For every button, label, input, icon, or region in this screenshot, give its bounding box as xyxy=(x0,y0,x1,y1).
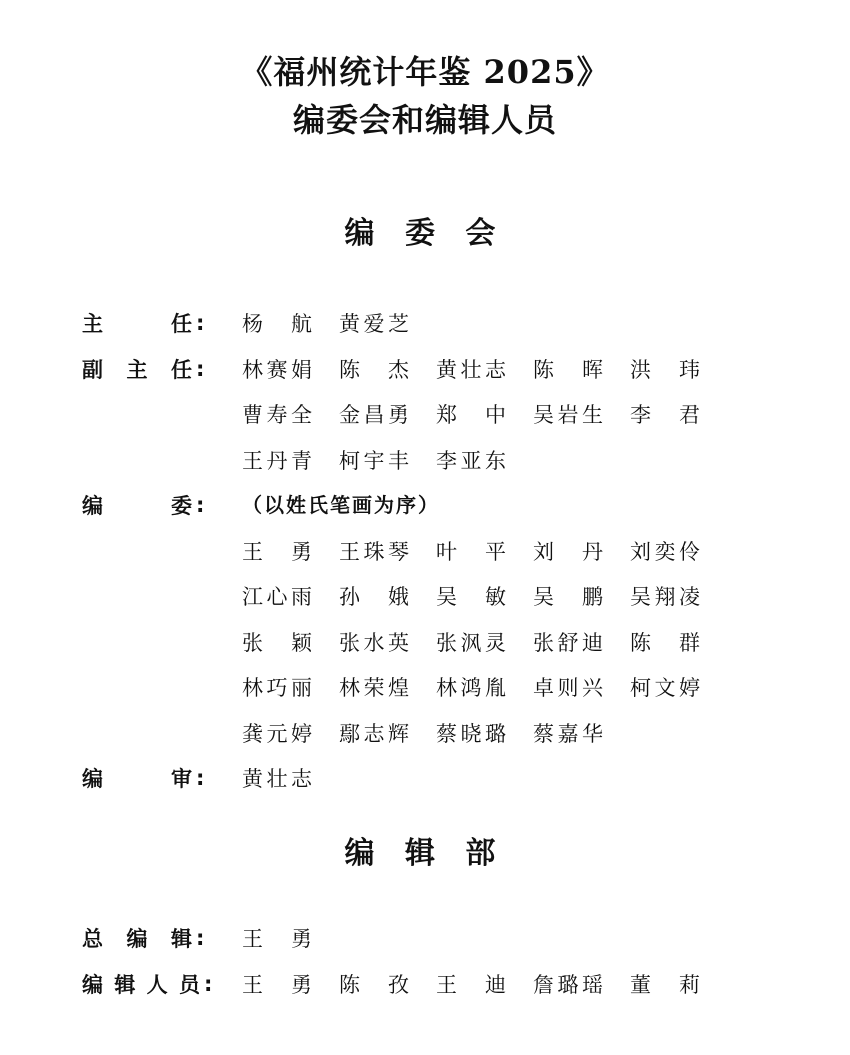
person-name: 刘 奕 伶 xyxy=(630,539,700,564)
role-label: 主 任 xyxy=(82,312,192,336)
person-name: 卓 则 兴 xyxy=(533,676,603,700)
role-label: 编 审 xyxy=(82,767,192,791)
person-name: 张 沨 灵 xyxy=(436,630,506,655)
person-name: 吴 岩 生 xyxy=(533,403,603,427)
person-name: 张 舒 迪 xyxy=(533,630,603,655)
role-colon: : xyxy=(196,311,205,335)
person-name: 黄 壮 志 xyxy=(436,357,506,382)
person-name: 黄 壮 志 xyxy=(242,767,312,791)
person-name: 柯 文 婷 xyxy=(630,676,700,700)
person-name: 洪 玮 xyxy=(630,357,700,382)
person-name: 吴 鹏 xyxy=(533,585,603,609)
person-name: 陈 群 xyxy=(630,630,700,655)
role-row xyxy=(0,490,850,520)
person-name: 张 水 英 xyxy=(339,630,409,655)
person-name: 王 丹 青 xyxy=(242,448,312,473)
role-colon: : xyxy=(196,766,205,790)
person-name: 张 颖 xyxy=(242,630,312,655)
person-name: 王 勇 xyxy=(242,927,312,951)
person-name: 鄢 志 辉 xyxy=(339,721,409,746)
person-name: 王 勇 xyxy=(242,972,312,997)
person-name: 李 亚 东 xyxy=(436,448,506,473)
person-name: 龚 元 婷 xyxy=(242,721,312,746)
person-name: 江 心 雨 xyxy=(242,585,312,609)
person-name: 林 赛 娟 xyxy=(242,357,312,382)
section-heading-editorial-committee: 编 委 会 xyxy=(344,216,506,251)
person-name: 蔡 晓 璐 xyxy=(436,721,506,746)
document-subtitle: 编委会和编辑人员 xyxy=(292,101,557,139)
role-row xyxy=(0,763,850,793)
person-name: 王 勇 xyxy=(242,539,312,564)
role-label: 总 编 辑 xyxy=(82,927,192,951)
role-row xyxy=(0,354,850,384)
person-name: 曹 寿 全 xyxy=(242,403,312,427)
person-name: 柯 宇 丰 xyxy=(339,448,409,473)
person-name: 陈 孜 xyxy=(339,972,409,997)
role-label: 编 委 xyxy=(82,494,192,518)
role-colon: : xyxy=(196,356,205,381)
person-name: 孙 娥 xyxy=(339,585,409,609)
role-row xyxy=(0,969,850,999)
sort-note: （以姓氏笔画为序） xyxy=(242,493,440,517)
person-name: 王 珠 琴 xyxy=(339,539,409,564)
person-name: 吴 敏 xyxy=(436,585,506,609)
role-colon: : xyxy=(196,493,205,517)
role-row xyxy=(0,308,850,338)
person-name: 杨 航 xyxy=(242,312,312,336)
person-name: 陈 杰 xyxy=(339,357,409,382)
person-name: 郑 中 xyxy=(436,403,506,427)
person-name: 林 荣 煌 xyxy=(339,676,409,700)
person-name: 叶 平 xyxy=(436,539,506,564)
person-name: 林 鸿 胤 xyxy=(436,676,506,700)
person-name: 董 莉 xyxy=(630,972,700,997)
section-heading-editorial-department: 编 辑 部 xyxy=(344,836,506,871)
person-name: 陈 晖 xyxy=(533,357,603,382)
person-name: 林 巧 丽 xyxy=(242,676,312,700)
role-colon: : xyxy=(204,971,213,996)
person-name: 黄 爱 芝 xyxy=(339,312,409,336)
document-title: 《福州统计年鉴 2025》 xyxy=(240,53,610,91)
person-name: 吴 翔 凌 xyxy=(630,585,700,609)
person-name: 李 君 xyxy=(630,403,700,427)
role-label: 编 辑 人 员 xyxy=(82,972,200,997)
person-name: 刘 丹 xyxy=(533,539,603,564)
person-name: 詹 璐 瑶 xyxy=(533,972,603,997)
role-label: 副 主 任 xyxy=(82,357,192,382)
person-name: 金 昌 勇 xyxy=(339,403,409,427)
person-name: 王 迪 xyxy=(436,972,506,997)
role-row xyxy=(0,923,850,953)
role-colon: : xyxy=(196,926,205,950)
person-name: 蔡 嘉 华 xyxy=(533,721,603,746)
